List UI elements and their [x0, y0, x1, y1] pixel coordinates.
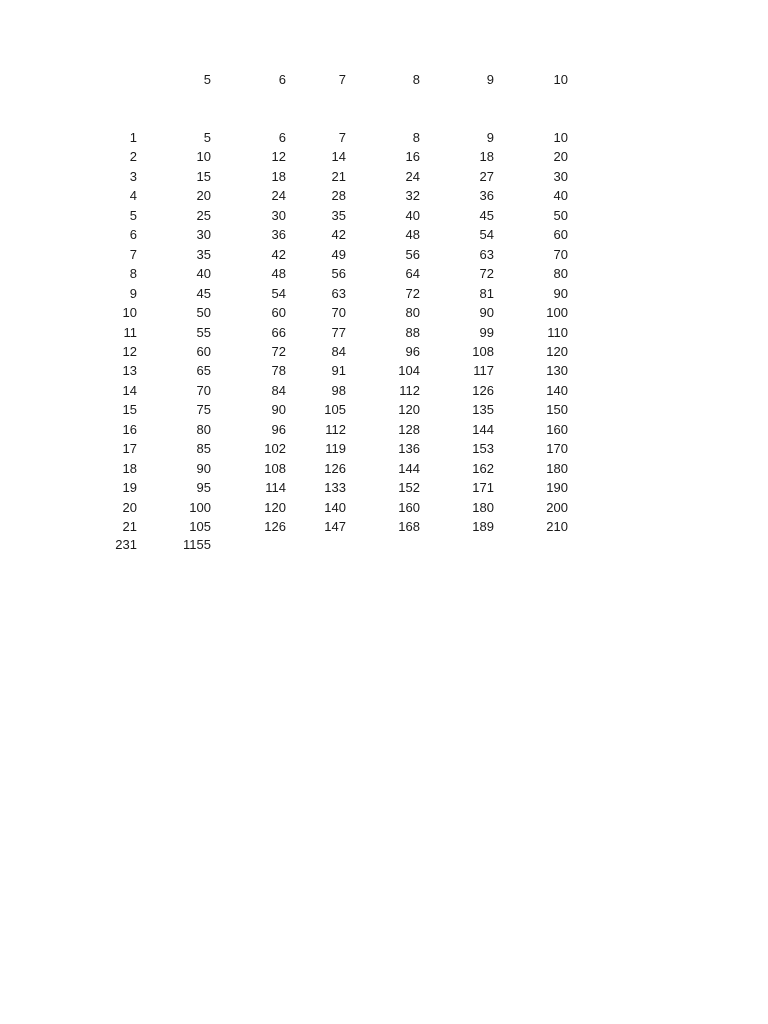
- table-cell: 112: [325, 421, 346, 437]
- table-cell: 14: [331, 149, 346, 165]
- table-cell: 42: [331, 227, 346, 243]
- header-row: [0, 70, 768, 89]
- table-cell: 15: [196, 168, 211, 184]
- table-row: [0, 400, 768, 419]
- row-index-cell: 11: [123, 324, 137, 340]
- totals-cell: [355, 535, 420, 554]
- table-cell: 120: [546, 343, 568, 359]
- table-cell: 99: [479, 324, 494, 340]
- table-row: [0, 478, 768, 497]
- table-cell: 91: [331, 363, 346, 379]
- table-cell: 36: [271, 227, 286, 243]
- table-cell: 98: [331, 382, 346, 398]
- table-row: [0, 323, 768, 342]
- table-cell: 65: [196, 363, 211, 379]
- table-cell: 117: [473, 363, 494, 379]
- row-index-cell: 14: [122, 382, 137, 398]
- table-cell: 180: [472, 499, 494, 515]
- row-index-cell: 6: [129, 227, 137, 243]
- table-cell: 60: [196, 343, 211, 359]
- table-cell: 49: [331, 246, 346, 262]
- table-cell: 21: [331, 168, 346, 184]
- table-cell: 140: [324, 499, 346, 515]
- table-row: [0, 361, 768, 380]
- table-cell: 96: [405, 343, 420, 359]
- table-cell: 135: [472, 402, 494, 418]
- table-cell: 105: [189, 519, 211, 534]
- table-cell: 95: [196, 480, 211, 496]
- table-row: [0, 342, 768, 361]
- table-cell: 126: [264, 519, 286, 534]
- row-index-cell: 5: [129, 207, 137, 223]
- table-cell: 144: [472, 421, 494, 437]
- header-cell: [80, 70, 137, 89]
- table-cell: 136: [398, 441, 420, 457]
- table-cell: 88: [405, 324, 420, 340]
- totals-cell: [290, 535, 346, 554]
- table-cell: 30: [553, 168, 568, 184]
- table-cell: 100: [546, 305, 568, 321]
- table-row: [0, 264, 768, 283]
- table-cell: 40: [405, 207, 420, 223]
- table-cell: 180: [546, 460, 568, 476]
- table-cell: 16: [405, 149, 420, 165]
- table-cell: 90: [196, 460, 211, 476]
- table-cell: 102: [264, 441, 286, 457]
- header-cell: 9: [486, 72, 494, 87]
- table-row: [0, 498, 768, 517]
- table-cell: 70: [331, 305, 346, 321]
- table-cell: 72: [479, 266, 494, 282]
- table-cell: 80: [405, 305, 420, 321]
- table-cell: 84: [271, 382, 286, 398]
- table-cell: 171: [472, 480, 494, 496]
- table-cell: 168: [398, 519, 420, 534]
- table-cell: 190: [546, 480, 568, 496]
- table-cell: 140: [546, 382, 568, 398]
- table-cell: 108: [472, 343, 494, 359]
- row-index-cell: 15: [122, 402, 137, 418]
- row-index-cell: 8: [129, 266, 137, 282]
- table-cell: 126: [472, 382, 494, 398]
- table-cell: 50: [553, 207, 568, 223]
- table-row: [0, 186, 768, 205]
- table-cell: 6: [278, 130, 286, 145]
- table-cell: 78: [271, 363, 286, 379]
- table-cell: 64: [405, 266, 420, 282]
- table-cell: 90: [271, 402, 286, 418]
- table-row: [0, 439, 768, 458]
- table-cell: 81: [479, 285, 494, 301]
- table-cell: 45: [196, 285, 211, 301]
- row-index-cell: 3: [129, 168, 137, 184]
- table-cell: 119: [325, 441, 346, 457]
- table-cell: 72: [405, 285, 420, 301]
- row-index-cell: 18: [122, 460, 137, 476]
- table-cell: 144: [398, 460, 420, 476]
- table-cell: 110: [547, 324, 568, 340]
- table-cell: 90: [479, 305, 494, 321]
- table-cell: 63: [331, 285, 346, 301]
- table-cell: 18: [479, 149, 494, 165]
- table-cell: 77: [331, 324, 346, 340]
- totals-cell: 1155: [183, 537, 211, 552]
- table-row: [0, 420, 768, 439]
- table-cell: 42: [271, 246, 286, 262]
- row-index-cell: 20: [122, 499, 137, 515]
- table-cell: 150: [546, 402, 568, 418]
- totals-row: [0, 535, 768, 554]
- table-cell: 18: [271, 168, 286, 184]
- totals-cell: [430, 535, 494, 554]
- table-cell: 24: [405, 168, 420, 184]
- table-cell: 120: [398, 402, 420, 418]
- table-cell: 9: [486, 130, 494, 145]
- row-index-cell: 16: [122, 421, 137, 437]
- table-cell: 80: [196, 421, 211, 437]
- table-cell: 10: [196, 149, 211, 165]
- table-cell: 152: [398, 480, 420, 496]
- table-row: [0, 225, 768, 244]
- row-index-cell: 9: [129, 285, 137, 301]
- table-row: [0, 284, 768, 303]
- totals-cell: [225, 535, 286, 554]
- table-cell: 48: [405, 227, 420, 243]
- table-cell: 56: [405, 246, 420, 262]
- table-row: [0, 167, 768, 186]
- table-cell: 66: [271, 324, 286, 340]
- table-cell: 100: [189, 499, 211, 515]
- table-cell: 210: [546, 519, 568, 534]
- table-cell: 60: [553, 227, 568, 243]
- header-cell: 10: [553, 72, 568, 87]
- table-cell: 30: [271, 207, 286, 223]
- header-cell: 8: [412, 72, 420, 87]
- table-cell: 25: [196, 207, 211, 223]
- table-row: [0, 245, 768, 264]
- totals-cell: 231: [115, 537, 137, 552]
- header-cell: 5: [203, 72, 211, 87]
- table-cell: 54: [271, 285, 286, 301]
- table-cell: 72: [271, 343, 286, 359]
- table-cell: 200: [546, 499, 568, 515]
- table-cell: 105: [324, 402, 346, 418]
- table-cell: 56: [331, 266, 346, 282]
- table-cell: 8: [412, 130, 420, 145]
- table-cell: 84: [331, 343, 346, 359]
- table-cell: 120: [264, 499, 286, 515]
- table-cell: 48: [271, 266, 286, 282]
- table-cell: 55: [196, 324, 211, 340]
- table-cell: 80: [553, 266, 568, 282]
- table-cell: 30: [196, 227, 211, 243]
- table-cell: 96: [271, 421, 286, 437]
- table-cell: 24: [271, 188, 286, 204]
- table-cell: 63: [479, 246, 494, 262]
- row-index-cell: 12: [122, 343, 137, 359]
- table-cell: 160: [546, 421, 568, 437]
- table-cell: 104: [398, 363, 420, 379]
- table-cell: 133: [324, 480, 346, 496]
- row-index-cell: 1: [129, 130, 137, 145]
- table-cell: 108: [264, 460, 286, 476]
- row-index-cell: 17: [122, 441, 137, 457]
- table-cell: 54: [479, 227, 494, 243]
- table-cell: 32: [405, 188, 420, 204]
- header-cell: 6: [278, 72, 286, 87]
- table-row: [0, 206, 768, 225]
- table-cell: 189: [472, 519, 494, 534]
- table-cell: 70: [196, 382, 211, 398]
- table-cell: 85: [196, 441, 211, 457]
- row-index-cell: 10: [122, 305, 137, 321]
- table-cell: 28: [331, 188, 346, 204]
- table-cell: 20: [553, 149, 568, 165]
- table-cell: 50: [196, 305, 211, 321]
- totals-cell: [505, 535, 568, 554]
- table-cell: 160: [398, 499, 420, 515]
- row-index-cell: 4: [129, 188, 137, 204]
- header-cell: 7: [338, 72, 346, 87]
- table-cell: 153: [472, 441, 494, 457]
- table-cell: 45: [479, 207, 494, 223]
- row-index-cell: 7: [129, 246, 137, 262]
- table-row: [0, 147, 768, 166]
- table-cell: 5: [203, 130, 211, 145]
- table-cell: 36: [479, 188, 494, 204]
- table-cell: 114: [265, 480, 286, 496]
- table-cell: 60: [271, 305, 286, 321]
- table-cell: 90: [553, 285, 568, 301]
- table-cell: 35: [331, 207, 346, 223]
- table-cell: 12: [271, 149, 286, 165]
- table-row: [0, 459, 768, 478]
- table-cell: 70: [553, 246, 568, 262]
- table-row: [0, 517, 768, 536]
- row-index-cell: 13: [122, 363, 137, 379]
- table-row: [0, 381, 768, 400]
- table-cell: 147: [324, 519, 346, 534]
- table-cell: 7: [338, 130, 346, 145]
- table-cell: 126: [324, 460, 346, 476]
- table-cell: 40: [553, 188, 568, 204]
- table-cell: 128: [398, 421, 420, 437]
- table-cell: 27: [479, 168, 494, 184]
- table-cell: 162: [472, 460, 494, 476]
- table-cell: 170: [546, 441, 568, 457]
- row-index-cell: 2: [129, 149, 137, 165]
- table-cell: 20: [196, 188, 211, 204]
- table-row: [0, 128, 768, 147]
- table-cell: 10: [553, 130, 568, 145]
- table-cell: 35: [196, 246, 211, 262]
- table-cell: 112: [399, 382, 420, 398]
- table-cell: 130: [546, 363, 568, 379]
- table-row: [0, 303, 768, 322]
- table-cell: 75: [196, 402, 211, 418]
- table-cell: 40: [196, 266, 211, 282]
- row-index-cell: 21: [122, 519, 137, 534]
- row-index-cell: 19: [122, 480, 137, 496]
